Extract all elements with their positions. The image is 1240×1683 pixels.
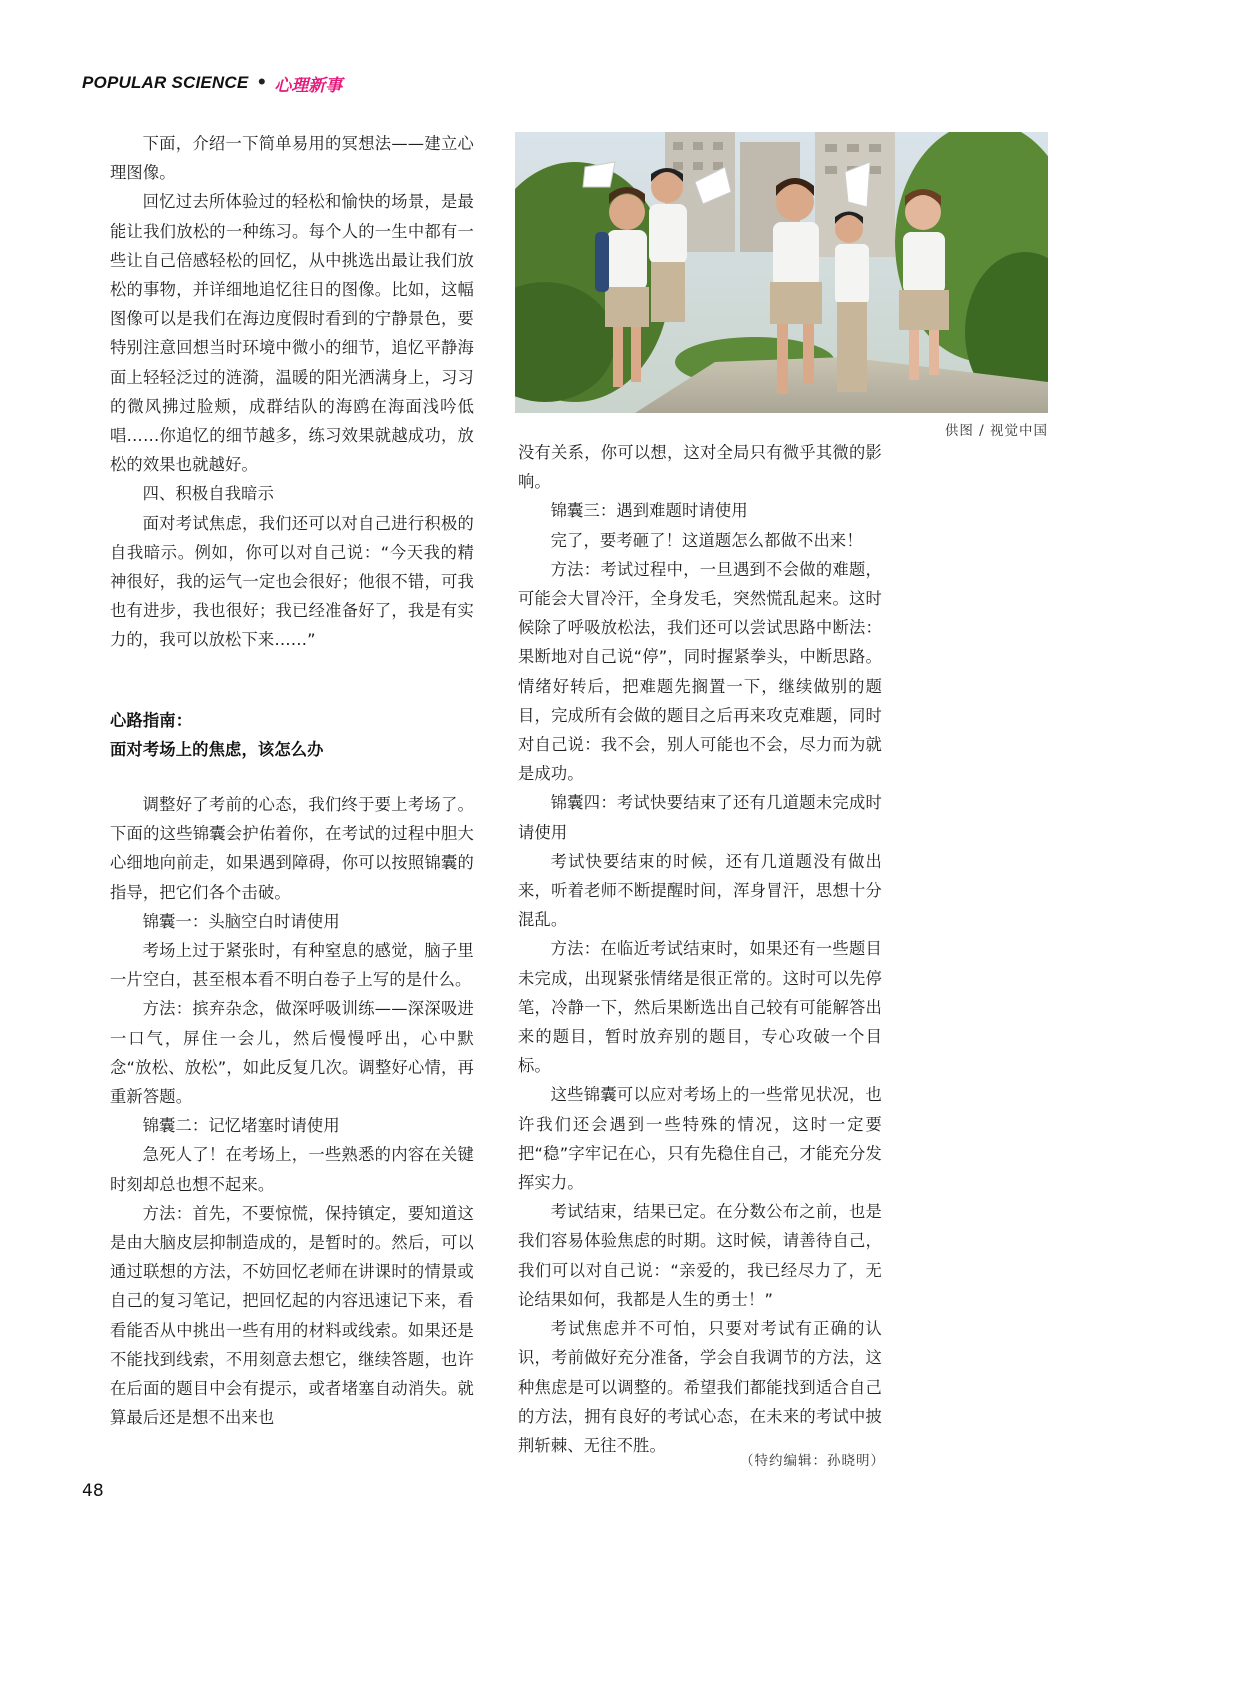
section-heading: [110, 706, 474, 764]
subheading: 锦囊四：考试快要结束了还有几道题未完成时请使用: [518, 793, 882, 842]
subheading: 锦囊三：遇到难题时请使用: [550, 501, 748, 521]
paragraph: 下面，介绍一下简单易用的冥想法——建立心理图像。: [110, 134, 474, 183]
header-separator: •: [256, 73, 268, 93]
magazine-header: [82, 70, 342, 96]
right-column: [518, 438, 882, 1460]
heading-line-1: 心路指南：: [110, 711, 193, 730]
left-column-top: [110, 129, 474, 655]
paragraph: 这些锦囊可以应对考场上的一些常见状况，也许我们还会遇到一些特殊的情况，这时一定要把“稳”字牢记在心，只有先稳住自己，才能充分发挥实力。: [518, 1085, 882, 1193]
section-title: 心理新事: [274, 75, 343, 96]
paragraph: 调整好了考前的心态，我们终于要上考场了。下面的这些锦囊会护佑着你，在考试的过程中胆大心细地向前走，如果遇到障碍，你可以按照锦囊的指导，把它们各个击破。: [110, 795, 474, 902]
paragraph: 急死人了！在考场上，一些熟悉的内容在关键时刻却总也想不起来。: [110, 1145, 474, 1194]
paragraph: 方法：考试过程中，一旦遇到不会做的难题，可能会大冒冷汗，全身发毛，突然慌乱起来。这时候除了呼吸放松法，我们还可以尝试思路中断法：果断地对自己说“停”，同时握紧拳头，中断思路。情绪好转后，把难题先搁置一下，继续做别的题目，完成所有会做的题目之后再来攻克难题，同时对自己说：我不会，别人可能也不会，尽力而为就是成功。: [518, 559, 882, 784]
left-column-bottom: [110, 790, 474, 1432]
paragraph: 考试快要结束的时候，还有几道题没有做出来，听着老师不断提醒时间，浑身冒汗，思想十分混乱。: [518, 851, 882, 930]
paragraph: 面对考试焦虑，我们还可以对自己进行积极的自我暗示。例如，你可以对自己说：“今天我的精神很好，我的运气一定也会很好；他很不错，可我也有进步，我也很好；我已经准备好了，我是有实力的，我可以放松下来……”: [110, 513, 474, 650]
paragraph: 考试焦虑并不可怕，只要对考试有正确的认识，考前做好充分准备，学会自我调节的方法，这种焦虑是可以调整的。希望我们都能找到适合自己的方法，拥有良好的考试心态，在未来的考试中披荆斩棘、无往不胜。: [518, 1319, 882, 1455]
subheading: 锦囊一：头脑空白时请使用: [142, 911, 340, 931]
paragraph: 回忆过去所体验过的轻松和愉快的场景，是最能让我们放松的一种练习。每个人的一生中都有一些让自己倍感轻松的回忆，从中挑选出最让我们放松的事物，并详细地追忆往日的图像。比如，这幅图像可以是我们在海边度假时看到的宁静景色，要特别注意回想当时环境中微小的细节，追忆平静海面上轻轻泛过的涟漪，温暖的阳光洒满身上，习习的微风拂过脸颊，成群结队的海鸥在海面浅吟低唱……你追忆的细节越多，练习效果就越成功，放松的效果也就越好。: [110, 192, 474, 475]
heading-line-2: 面对考场上的焦虑，该怎么办: [110, 740, 324, 760]
paragraph: 完了，要考砸了！这道题怎么都做不出来！: [550, 530, 863, 550]
subheading: 锦囊二：记忆堵塞时请使用: [142, 1116, 340, 1136]
editor-credit: （特约编辑：孙晓明）: [740, 1453, 885, 1469]
paragraph: 考试结束，结果已定。在分数公布之前，也是我们容易体验焦虑的时期。这时候，请善待自己，我们可以对自己说：“亲爱的，我已经尽力了，无论结果如何，我都是人生的勇士！”: [518, 1202, 882, 1309]
paragraph: 考场上过于紧张时，有种窒息的感觉，脑子里一片空白，甚至根本看不明白卷子上写的是什么。: [110, 941, 474, 990]
magazine-brand: POPULAR SCIENCE: [82, 73, 249, 92]
subheading: 四、积极自我暗示: [142, 484, 275, 504]
page-number: 48: [82, 1481, 104, 1501]
paragraph: 方法：首先，不要惊慌，保持镇定，要知道这是由大脑皮层抑制造成的，是暂时的。然后，可以通过联想的方法，不妨回忆老师在讲课时的情景或自己的复习笔记，把回忆起的内容迅速记下来，看看能否从中挑出一些有用的材料或线索。如果还是不能找到线索，不用刻意去想它，继续答题，也许在后面的题目中会有提示，或者堵塞自动消失。就算最后还是想不出来也: [110, 1203, 474, 1428]
children-running-photo: [515, 132, 1048, 413]
paragraph: 没有关系，你可以想，这对全局只有微乎其微的影响。: [518, 443, 882, 492]
paragraph: 方法：在临近考试结束时，如果还有一些题目未完成，出现紧张情绪是很正常的。这时可以先停笔，冷静一下，然后果断选出自己较有可能解答出来的题目，暂时放弃别的题目，专心攻破一个目标。: [518, 939, 882, 1076]
photo-credit: 供图 / 视觉中国: [944, 423, 1048, 439]
paragraph: 方法：摈弃杂念，做深呼吸训练——深深吸进一口气，屏住一会儿，然后慢慢呼出，心中默念“放松、放松”，如此反复几次。调整好心情，再重新答题。: [110, 999, 474, 1107]
